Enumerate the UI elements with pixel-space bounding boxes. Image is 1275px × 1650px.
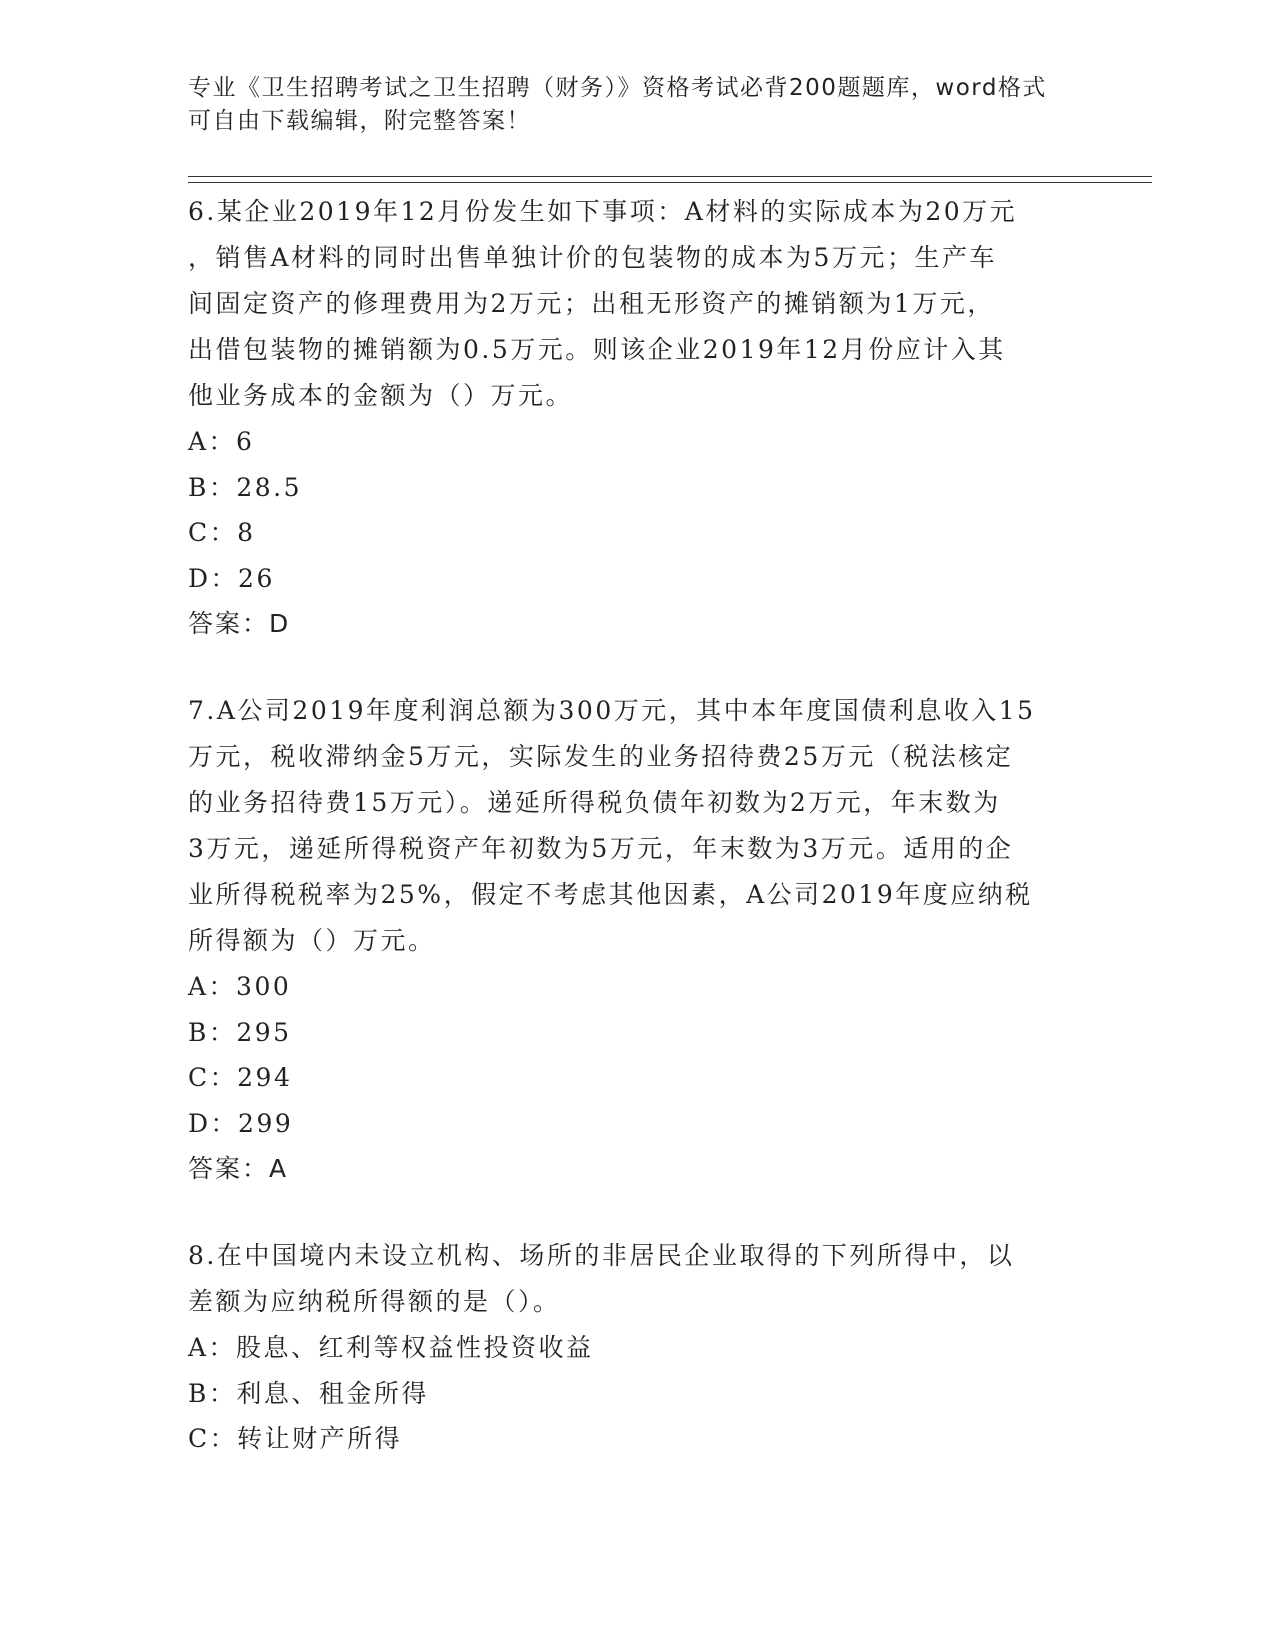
option-a: A：300	[188, 972, 292, 1001]
stem-line: 的业务招待费15万元）。递延所得税负债年初数为2万元，年末数为	[188, 788, 1001, 817]
stem-line: 他业务成本的金额为（）万元。	[188, 381, 574, 410]
header-title-line-2: 可自由下载编辑，附完整答案！	[188, 108, 531, 134]
option-a: A：6	[188, 427, 255, 456]
header-divider-top	[188, 176, 1152, 177]
question-8	[188, 1233, 1088, 1462]
stem-line: 万元，税收滞纳金5万元，实际发生的业务招待费25万元（税法核定	[188, 742, 1014, 771]
stem-line: 7.A公司2019年度利润总额为300万元，其中本年度国债利息收入15	[188, 696, 1036, 725]
option-b: B：28.5	[188, 472, 303, 502]
option-b: B：295	[188, 1017, 292, 1047]
stem-line: 8.在中国境内未设立机构、场所的非居民企业取得的下列所得中，以	[188, 1241, 1015, 1270]
option-d: D：299	[188, 1108, 294, 1138]
stem-line: 业所得税税率为25%，假定不考虑其他因素，A公司2019年度应纳税	[188, 880, 1033, 909]
header-divider-bottom	[188, 182, 1152, 183]
stem-line: 间固定资产的修理费用为2万元；出租无形资产的摊销额为1万元，	[188, 289, 995, 318]
question-stem	[188, 688, 1088, 964]
stem-line: 6.某企业2019年12月份发生如下事项：A材料的实际成本为20万元	[188, 197, 1018, 226]
question-7	[188, 688, 1088, 1192]
answer-line: 答案：A	[188, 1154, 289, 1183]
stem-line: ，销售A材料的同时出售单独计价的包装物的成本为5万元；生产车	[188, 243, 997, 272]
question-stem	[188, 1233, 1088, 1325]
stem-line: 差额为应纳税所得额的是（）。	[188, 1287, 561, 1316]
option-b: B：利息、租金所得	[188, 1378, 429, 1408]
question-spacer	[188, 647, 1088, 688]
stem-line: 所得额为（）万元。	[188, 926, 436, 955]
question-list	[188, 189, 1088, 1462]
question-stem	[188, 189, 1088, 419]
stem-line: 3万元，递延所得税资产年初数为5万元，年末数为3万元。适用的企	[188, 834, 1014, 863]
option-a: A：股息、红利等权益性投资收益	[188, 1333, 594, 1362]
document-header	[188, 72, 1068, 138]
question-6	[188, 189, 1088, 647]
option-c: C：294	[188, 1063, 293, 1092]
option-c: C：转让财产所得	[188, 1424, 403, 1453]
stem-line: 出借包装物的摊销额为0.5万元。则该企业2019年12月份应计入其	[188, 335, 1006, 364]
question-spacer	[188, 1192, 1088, 1233]
option-d: D：26	[188, 563, 275, 593]
header-title-line-1: 专业《卫生招聘考试之卫生招聘（财务）》资格考试必背200题题库，word格式	[188, 75, 1047, 101]
option-c: C：8	[188, 518, 256, 547]
answer-line: 答案：D	[188, 609, 291, 638]
